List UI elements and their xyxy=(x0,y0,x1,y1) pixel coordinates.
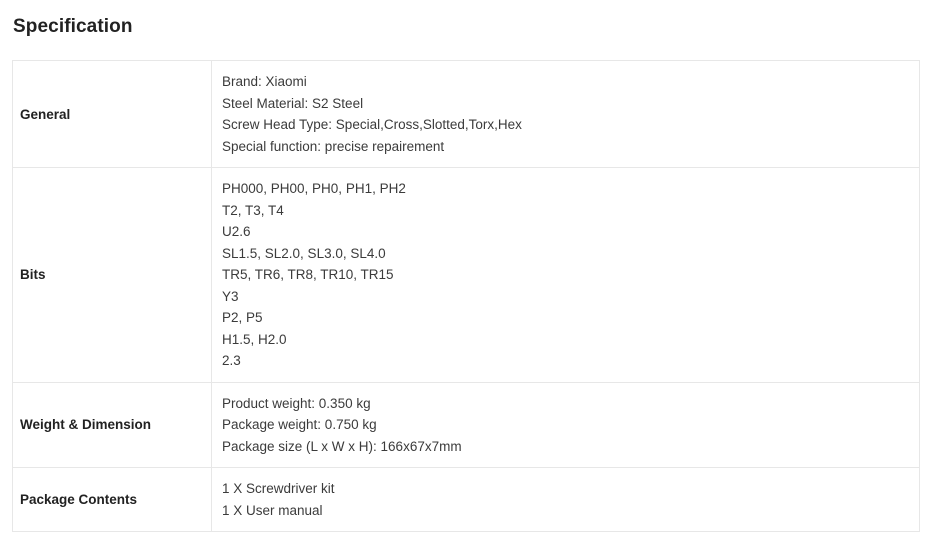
value-line: Package size (L x W x H): 166x67x7mm xyxy=(222,438,462,454)
value-line: SL1.5, SL2.0, SL3.0, SL4.0 xyxy=(222,245,386,261)
value-line: Screw Head Type: Special,Cross,Slotted,Torx,Hex xyxy=(222,117,522,132)
row-value-weight-dimension xyxy=(212,382,920,468)
row-value-bits xyxy=(212,168,920,383)
value-line: U2.6 xyxy=(222,224,251,239)
row-label-package-contents: Package Contents xyxy=(13,468,212,532)
value-line: PH000, PH00, PH0, PH1, PH2 xyxy=(222,181,406,196)
value-line: Package weight: 0.750 kg xyxy=(222,417,377,432)
row-value-package-contents xyxy=(212,468,920,532)
specification-page xyxy=(0,16,933,533)
value-line: H1.5, H2.0 xyxy=(222,331,287,347)
value-line: TR5, TR6, TR8, TR10, TR15 xyxy=(222,267,394,282)
value-line: Special function: precise repairement xyxy=(222,138,445,154)
table-row xyxy=(13,61,920,168)
value-line: 2.3 xyxy=(222,353,241,368)
value-line: 1 X Screwdriver kit xyxy=(222,481,335,496)
value-line: Y3 xyxy=(222,288,239,304)
specification-table xyxy=(12,60,920,532)
table-row xyxy=(13,468,920,532)
row-label-bits: Bits xyxy=(13,168,212,383)
value-line: Product weight: 0.350 kg xyxy=(222,395,371,411)
table-row xyxy=(13,382,920,468)
value-line: Brand: Xiaomi xyxy=(222,74,307,89)
row-label-general: General xyxy=(13,61,212,168)
value-line: Steel Material: S2 Steel xyxy=(222,95,364,111)
value-line: T2, T3, T4 xyxy=(222,202,284,218)
row-value-general xyxy=(212,61,920,168)
value-line: 1 X User manual xyxy=(222,502,323,518)
row-label-weight-dimension: Weight & Dimension xyxy=(13,382,212,468)
specification-table-body xyxy=(13,61,920,532)
page-title: Specification xyxy=(13,16,133,37)
table-row xyxy=(13,168,920,383)
value-line: P2, P5 xyxy=(222,310,263,325)
